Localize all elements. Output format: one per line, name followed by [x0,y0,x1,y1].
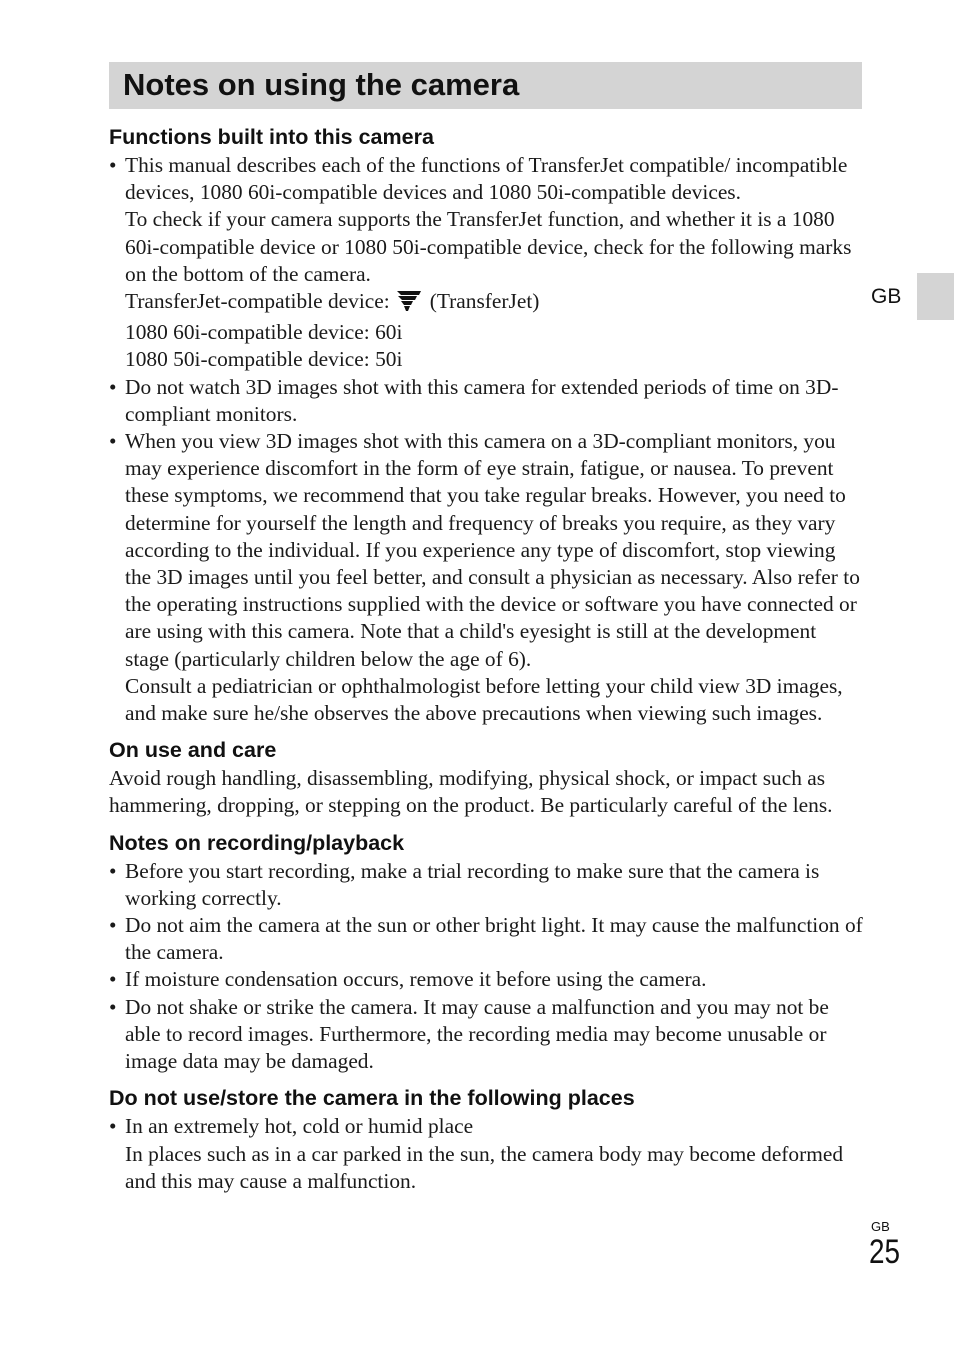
paragraph: • This manual describes each of the functions of TransferJet compatible/ incompatible devices, 1080 60i-compatible devices and 1080 50i-compatible devices. [125,153,848,205]
page-number: 25 [869,1233,901,1271]
paragraph: In places such as in a car parked in the sun, the camera body may become deformed and this may cause a malfunction. [125,1141,844,1193]
bullet-list [109,152,865,727]
paragraph: Consult a pediatrician or ophthalmologist before letting your child view 3D images, and make sure he/she observes the above precautions when viewing such images. [125,673,843,726]
paragraph: 1080 60i-compatible device: 60i [125,320,403,345]
page-content [109,122,865,1195]
bullet-list [109,858,865,1076]
section-storage [109,1083,865,1195]
section-heading: Do not use/store the camera in the following places [109,1086,635,1111]
list-item: • If moisture condensation occurs, remove it before using the camera. [109,966,865,993]
mark-label: TransferJet-compatible device: [125,289,390,314]
paragraph: Avoid rough handling, disassembling, modifying, physical shock, or impact such as hammering, dropping, or stepping on the product. Be particularly careful of the lens. [109,766,833,818]
page-title: Notes on using the camera [123,67,520,102]
paragraph: • When you view 3D images shot with this camera on a 3D-compliant monitors, you may experience discomfort in the form of eye strain, fatigue, or nausea. To prevent these symptoms, we recommend that you take regular breaks. However, you need to determine for yourself the length and frequency of breaks you require, as they vary according to the individual. If you experience any type of discomfort, stop viewing the 3D images until you feel better, and consult a physician as necessary. Also refer to the operating instructions supplied with the device or software you have connected or are using with this camera. Note that a child's eyesight is still at the development stage (particularly children below the age of 6). [125,429,860,671]
list-item: • Before you start recording, make a trial recording to make sure that the camera is working correctly. [109,858,865,912]
transferjet-icon [396,290,422,319]
title-bar [109,62,862,109]
section-heading: On use and care [109,738,277,763]
transferjet-mark-line [125,288,865,319]
section-recording [109,828,865,1076]
list-item [109,374,865,428]
list-item [109,152,865,374]
list-item [109,428,865,727]
list-item: • Do not aim the camera at the sun or other bright light. It may cause the malfunction of the camera. [109,912,865,966]
mark-suffix: (TransferJet) [429,289,540,314]
side-tab-label: GB [871,285,902,308]
paragraph: • Do not watch 3D images shot with this camera for extended periods of time on 3D-compliant monitors. [125,374,839,426]
list-item [109,1113,865,1195]
list-item: • Do not shake or strike the camera. It may cause a malfunction and you may not be able to record images. Furthermore, the recording media may become unusable or image data may be damaged. [109,994,865,1076]
section-heading: Functions built into this camera [109,125,434,149]
paragraph: To check if your camera supports the TransferJet function, and whether it is a 1080 60i-compatible device or 1080 50i-compatible device, check for the following marks on the bottom of the camera. [125,207,852,286]
footer-label: GB [871,1219,890,1234]
paragraph: 1080 50i-compatible device: 50i [125,347,403,372]
section-functions [109,122,865,727]
section-use-care [109,735,865,819]
section-heading: Notes on recording/playback [109,830,405,855]
bullet-list [109,1113,865,1195]
side-tab [917,273,954,320]
paragraph: • In an extremely hot, cold or humid place [125,1114,474,1139]
